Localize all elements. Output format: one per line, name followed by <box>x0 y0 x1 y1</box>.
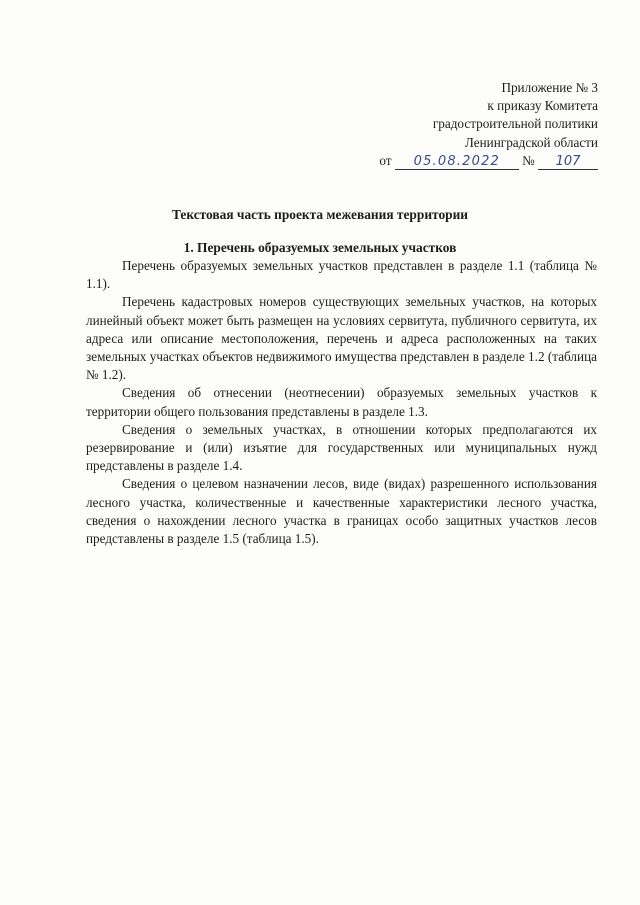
paragraph: Перечень образуемых земельных участков представлен в разделе 1.1 (таблица № 1.1). <box>86 258 597 292</box>
paragraph: Сведения о целевом назначении лесов, виде (видах) разрешенного использования лесного участка, количественные и качественные характеристики лесного участка, сведения о нахождении лесного участка в границах особо защитных участков лесов представлены в разделе 1.5 (таблица 1.5). <box>86 476 597 547</box>
document-title: Текстовая часть проекта межевания территории <box>171 207 469 222</box>
paragraph: Сведения об отнесении (неотнесении) образуемых земельных участков к территории общего пользования представлены в разделе 1.3. <box>86 385 597 419</box>
appendix-committee: градостроительной политики <box>432 116 598 132</box>
paragraph: Перечень кадастровых номеров существующих земельных участков, на которых линейный объект может быть размещен на условиях сервитута, публичного сервитута, их адреса или описание местоположения, перечень и адреса расположенных на таких земельных участках объектов недвижимого имущества представлен в разделе 1.2 (таблица № 1.2). <box>86 294 597 383</box>
appendix-region: Ленинградской области <box>464 134 598 150</box>
appendix-date-line <box>298 152 598 170</box>
handwritten-number: 107 <box>538 154 598 170</box>
paragraph: Сведения о земельных участках, в отношении которых предполагаются их резервирование и (или) изъятие для государственных или муниципальных нужд представлены в разделе 1.4. <box>86 421 597 474</box>
section-heading: 1. Перечень образуемых земельных участков <box>183 240 457 255</box>
appendix-header <box>298 79 598 170</box>
handwritten-date: 05.08.2022 <box>395 154 519 170</box>
appendix-order-ref: к приказу Комитета <box>487 98 598 114</box>
date-prefix: от <box>379 152 392 168</box>
appendix-number: Приложение № 3 <box>501 80 598 95</box>
number-prefix: № <box>522 152 535 168</box>
section-body <box>86 257 597 548</box>
